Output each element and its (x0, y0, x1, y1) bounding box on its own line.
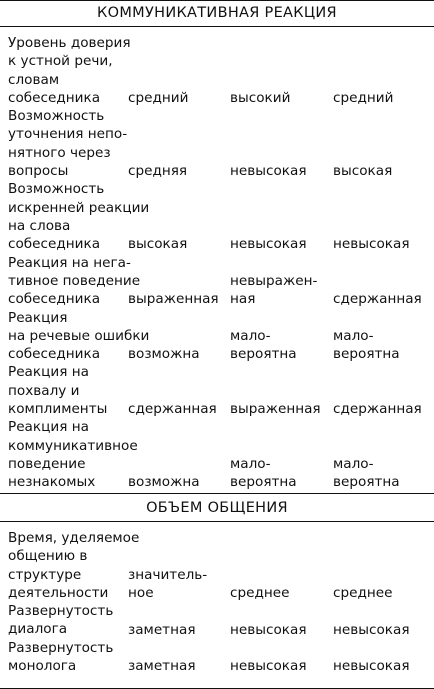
row-label-line: незнакомых (8, 474, 96, 491)
row-label-line: собеседника (8, 236, 101, 253)
value-col-2-line: вероятна (230, 474, 297, 491)
section-divider-rule (0, 493, 434, 494)
row-label-line: на слова (8, 217, 71, 234)
row-label-line: вопросы (8, 163, 69, 180)
value-col-1 (128, 89, 188, 107)
value-col-3-line: невысокая (333, 621, 410, 638)
value-col-1 (128, 657, 196, 675)
row-label-line: Реакция на нега- (8, 254, 131, 271)
row-label-line: тивное поведение (8, 272, 141, 289)
row-label (8, 254, 140, 309)
value-col-1-line: заметная (128, 621, 196, 638)
value-col-3-line: невысокая (333, 658, 410, 675)
value-col-1-line: средний (128, 89, 189, 106)
section1-rule (0, 26, 434, 27)
value-col-3 (333, 621, 410, 639)
value-col-2-line: невыражен- (230, 272, 318, 289)
row-label (8, 107, 127, 180)
row-label-line: деятельности (8, 584, 109, 601)
row-label (8, 639, 113, 676)
value-col-2-line: высокий (230, 89, 291, 106)
value-col-3 (333, 657, 410, 675)
row-label-line: искренней реакции (8, 199, 150, 216)
value-col-3-line: среднее (333, 584, 393, 601)
row-label-line: Время, уделяемое (8, 530, 140, 546)
value-col-2 (230, 400, 321, 418)
value-col-1-line: значитель- (128, 566, 208, 583)
value-col-3-line: вероятна (333, 474, 400, 491)
value-col-1 (128, 290, 219, 308)
value-col-1-line: заметная (128, 658, 196, 675)
value-col-2 (230, 657, 307, 675)
value-col-3-line: вероятна (333, 346, 400, 363)
value-col-1 (128, 345, 200, 363)
row-label (8, 363, 107, 418)
row-label (8, 418, 138, 491)
row-label-line: комплименты (8, 400, 108, 417)
value-col-3-line: сдержанная (333, 291, 422, 308)
value-col-2 (230, 584, 289, 602)
value-col-3 (333, 455, 400, 492)
value-col-1 (128, 473, 200, 491)
row-label (8, 529, 139, 602)
value-col-2 (230, 272, 317, 309)
value-col-3 (333, 584, 392, 602)
value-col-1-line: высокая (128, 236, 188, 253)
row-label-line: монолога (8, 658, 77, 675)
row-label-line: к устной речи, (8, 53, 113, 70)
value-col-1 (128, 235, 187, 253)
value-col-2 (230, 327, 297, 364)
row-label-line: Реакция на (8, 364, 89, 381)
row-label-line: Возможность (8, 181, 105, 198)
value-col-1 (128, 566, 207, 603)
row-label-line: коммуникативное (8, 437, 138, 454)
section2-rule (0, 521, 434, 522)
value-col-1-line: возможна (128, 474, 200, 491)
value-col-1-line: сдержанная (128, 401, 217, 417)
section-title-communicative-reaction: КОММУНИКАТИВНАЯ РЕАКЦИЯ (97, 5, 337, 21)
value-col-3-line: мало- (333, 327, 374, 344)
value-col-1 (128, 162, 187, 180)
row-label-line: на речевые ошибки (8, 327, 150, 344)
row-label-line: поведение (8, 455, 86, 472)
row-label-line: собеседника (8, 346, 101, 363)
row-label-line: собеседника (8, 291, 101, 308)
value-col-2 (230, 162, 307, 180)
value-col-3 (333, 290, 422, 308)
value-col-1 (128, 400, 217, 418)
row-label-line: похвалу и (8, 382, 80, 399)
value-col-3-line: сдержанная (333, 401, 422, 417)
value-col-3 (333, 89, 393, 107)
row-label-line: словам (8, 71, 60, 88)
row-label-line: Уровень доверия (8, 35, 131, 51)
value-col-2 (230, 89, 290, 107)
row-label-line: собеседника (8, 89, 101, 106)
row-label-line: общению в (8, 548, 88, 565)
value-col-2-line: вероятна (230, 346, 297, 363)
row-label-line: диалога (8, 621, 68, 638)
row-label-line: Возможность (8, 108, 105, 125)
value-col-2-line: мало- (230, 327, 271, 344)
value-col-3 (333, 162, 392, 180)
row-label (8, 34, 131, 107)
value-col-1-line: средняя (128, 163, 188, 180)
value-col-3 (333, 235, 410, 253)
value-col-2 (230, 621, 307, 639)
value-col-1-line: ное (128, 584, 154, 601)
row-label-line: структуре (8, 566, 82, 583)
value-col-2-line: невысокая (230, 658, 307, 675)
value-col-1-line: возможна (128, 346, 200, 363)
value-col-2-line: невысокая (230, 163, 307, 180)
value-col-1 (128, 621, 196, 639)
value-col-1-line: выраженная (128, 291, 219, 308)
value-col-3-line: высокая (333, 163, 393, 180)
value-col-2 (230, 235, 307, 253)
top-rule (0, 0, 434, 1)
value-col-2 (230, 455, 297, 492)
row-label (8, 602, 113, 639)
value-col-3-line: мало- (333, 455, 374, 472)
value-col-2-line: невысокая (230, 236, 307, 253)
value-col-3-line: невысокая (333, 236, 410, 253)
value-col-3 (333, 327, 400, 364)
value-col-2-line: невысокая (230, 621, 307, 638)
value-col-2-line: ная (230, 291, 256, 308)
row-label-line: Развернутость (8, 639, 114, 656)
value-col-2-line: выраженная (230, 401, 321, 417)
section-title-communication-volume: ОБЪЕМ ОБЩЕНИЯ (146, 500, 288, 516)
value-col-3 (333, 400, 422, 418)
value-col-2-line: среднее (230, 584, 290, 601)
row-label-line: нятного через (8, 144, 111, 161)
row-label-line: Реакция на (8, 419, 89, 436)
row-label-line: Реакция (8, 309, 68, 326)
value-col-2-line: мало- (230, 455, 271, 472)
value-col-3-line: средний (333, 89, 394, 106)
row-label-line: Развернутость (8, 603, 114, 620)
row-label-line: уточнения непо- (8, 126, 128, 143)
